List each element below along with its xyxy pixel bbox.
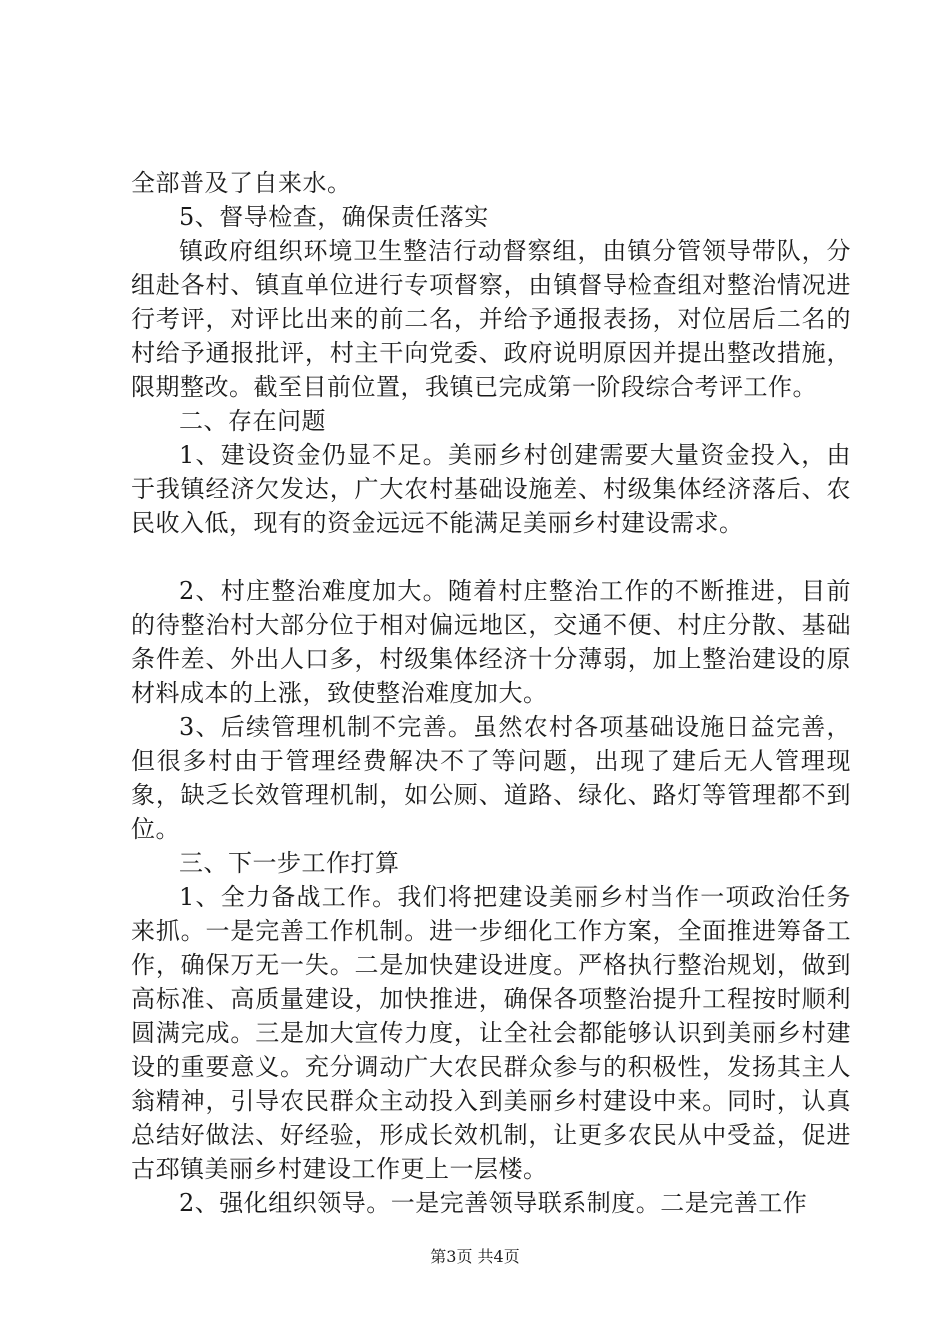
paragraph-plan-2: 2、强化组织领导。一是完善领导联系制度。二是完善工作 xyxy=(179,1189,808,1217)
paragraph-supervision: 镇政府组织环境卫生整洁行动督察组，由镇分管领导带队，分组赴各村、镇直单位进行专项督察，由镇督导检查组对整治情况进行考评，对评比出来的前二名，并给予通报表扬，对位居后二名的村给予通报批评，村主干向党委、政府说明原因并提出整改措施，限期整改。截至目前位置，我镇已完成第一阶段综合考评工作。 xyxy=(131,237,851,401)
paragraph-continuation: 全部普及了自来水。 xyxy=(131,169,352,197)
section-heading-next-steps: 三、下一步工作打算 xyxy=(179,849,400,877)
document-body xyxy=(131,166,851,1220)
paragraph-problem-2: 2、村庄整治难度加大。随着村庄整治工作的不断推进，目前的待整治村大部分位于相对偏远地区，交通不便、村庄分散、基础条件差、外出人口多，村级集体经济十分薄弱，加上整治建设的原材料成本的上涨，致使整治难度加大。 xyxy=(131,577,851,707)
paragraph-problem-1: 1、建设资金仍显不足。美丽乡村创建需要大量资金投入，由于我镇经济欠发达，广大农村基础设施差、村级集体经济落后、农民收入低，现有的资金远远不能满足美丽乡村建设需求。 xyxy=(131,441,851,537)
paragraph-gap xyxy=(131,540,851,574)
subheading-supervision: 5、督导检查，确保责任落实 xyxy=(179,203,489,231)
section-heading-problems: 二、存在问题 xyxy=(179,407,326,435)
paragraph-problem-3: 3、后续管理机制不完善。虽然农村各项基础设施日益完善，但很多村由于管理经费解决不了等问题，出现了建后无人管理现象，缺乏长效管理机制，如公厕、道路、绿化、路灯等管理都不到位。 xyxy=(131,713,851,843)
paragraph-plan-1: 1、全力备战工作。我们将把建设美丽乡村当作一项政治任务来抓。一是完善工作机制。进一步细化工作方案，全面推进筹备工作，确保万无一失。二是加快建设进度。严格执行整治规划，做到高标准、高质量建设，加快推进，确保各项整治提升工程按时顺利圆满完成。三是加大宣传力度，让全社会都能够认识到美丽乡村建设的重要意义。充分调动广大农民群众参与的积极性，发扬其主人翁精神，引导农民群众主动投入到美丽乡村建设中来。同时，认真总结好做法、好经验，形成长效机制，让更多农民从中受益，促进古邳镇美丽乡村建设工作更上一层楼。 xyxy=(131,883,851,1183)
page-footer: 第3页 共4页 xyxy=(430,1247,520,1266)
